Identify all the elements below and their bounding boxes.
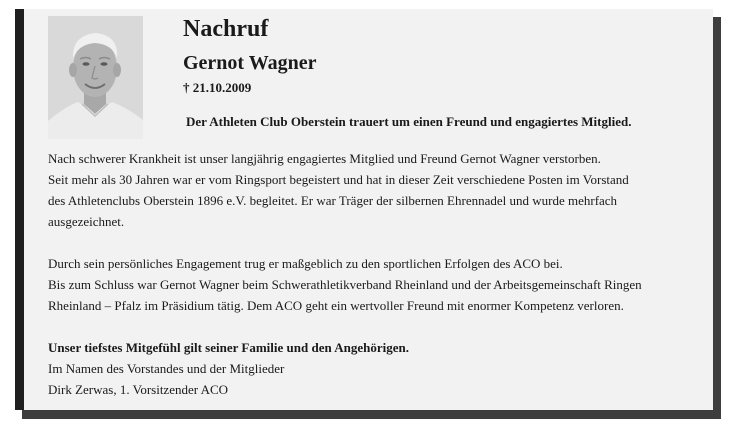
- death-date: † 21.10.2009: [183, 80, 252, 95]
- on-behalf-line: Im Namen des Vorstandes und der Mitglieder: [48, 361, 285, 376]
- signature-line: Dirk Zerwas, 1. Vorsitzender ACO: [48, 382, 229, 397]
- portrait-photo: [48, 16, 143, 139]
- obituary-body: [48, 148, 703, 400]
- paragraph-spacer: [48, 232, 703, 253]
- body-line: ausgezeichnet.: [48, 214, 125, 229]
- condolence-line: Unser tiefstes Mitgefühl gilt seiner Familie und den Angehörigen.: [48, 340, 409, 355]
- lead-statement: Der Athleten Club Oberstein trauert um einen Freund und engagiertes Mitglied.: [186, 114, 632, 129]
- body-line: Bis zum Schluss war Gernot Wagner beim Schwerathletikverband Rheinland und der Arbeitsgemeinschaft Ringen: [48, 277, 642, 292]
- body-line: Durch sein persönliches Engagement trug er maßgeblich zu den sportlichen Erfolgen des ACO bei.: [48, 256, 563, 271]
- left-accent-bar: [15, 9, 24, 410]
- paragraph-spacer: [48, 316, 703, 337]
- obituary-card: [15, 9, 713, 410]
- page-title: Nachruf: [183, 16, 269, 42]
- body-line: des Athletenclubs Oberstein 1896 e.V. begleitet. Er war Träger der silbernen Ehrennadel und wurde mehrfach: [48, 193, 618, 208]
- deceased-name: Gernot Wagner: [183, 52, 317, 74]
- body-line: Seit mehr als 30 Jahren war er vom Ringsport begeistert und hat in dieser Zeit verschiedene Posten im Vorstand: [48, 172, 629, 187]
- body-line: Nach schwerer Krankheit ist unser langjährig engagiertes Mitglied und Freund Gernot Wagner verstorben.: [48, 151, 601, 166]
- body-line: Rheinland – Pfalz im Präsidium tätig. Dem ACO geht ein wertvoller Freund mit enormer Kompetenz verloren.: [48, 298, 624, 313]
